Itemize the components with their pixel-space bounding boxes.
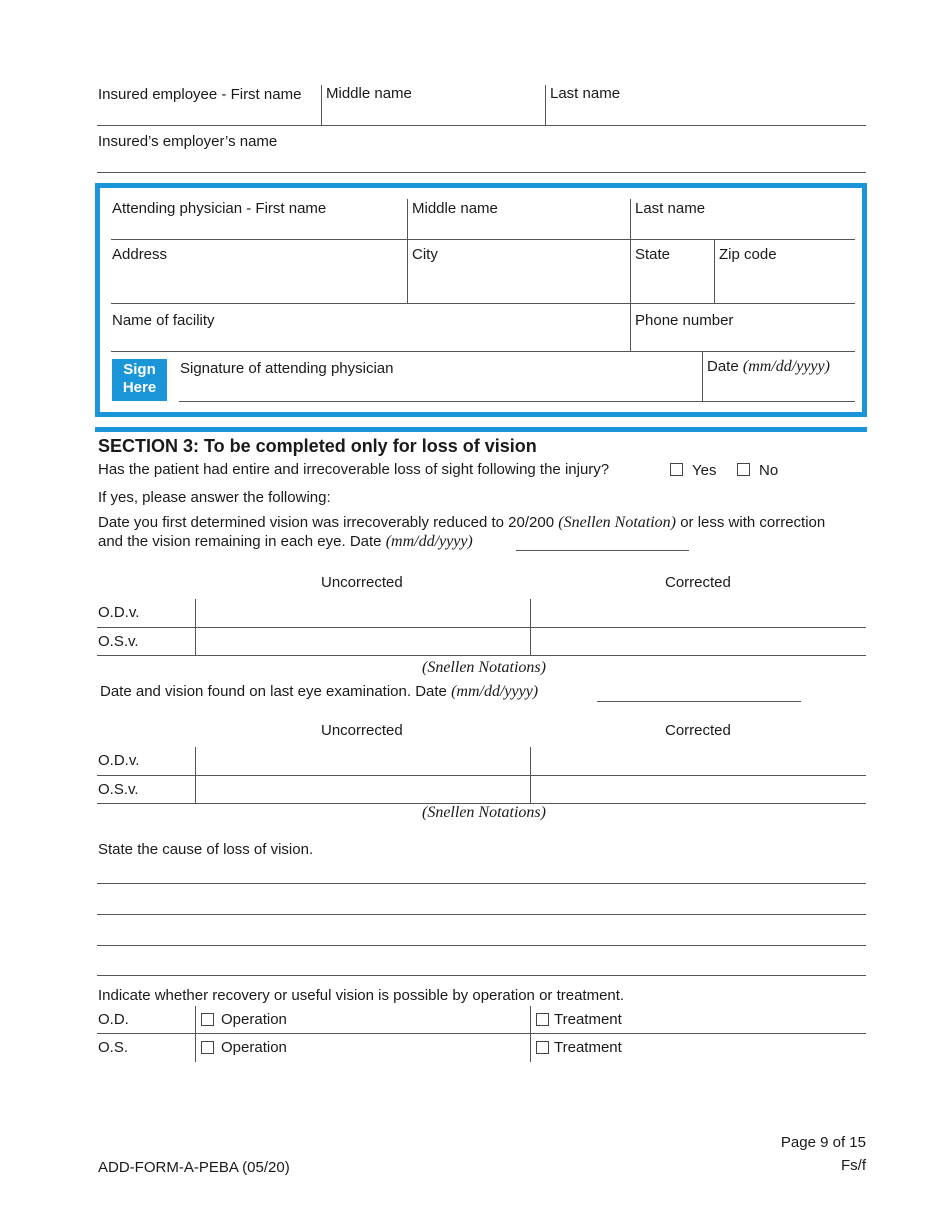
od-treatment-label: Treatment xyxy=(554,1011,622,1028)
sign-here-badge xyxy=(112,359,167,401)
os-operation-checkbox[interactable] xyxy=(201,1041,214,1054)
physician-name-field[interactable] xyxy=(111,239,855,240)
os-operation-label: Operation xyxy=(221,1039,287,1056)
uncorrected-header-1: Uncorrected xyxy=(321,574,403,591)
osv-label-2: O.S.v. xyxy=(98,781,139,798)
facility-field[interactable] xyxy=(111,351,855,352)
divider xyxy=(407,240,408,303)
od-label: O.D. xyxy=(98,1011,129,1028)
footer-code: Fs/f xyxy=(841,1157,866,1174)
divider xyxy=(630,199,631,239)
sign-badge-line-1: Sign xyxy=(123,361,156,378)
snellen-notations-1: (Snellen Notations) xyxy=(422,659,546,676)
signature-date-label: Date (mm/dd/yyyy) xyxy=(707,358,830,375)
employee-name-field[interactable] xyxy=(97,125,866,126)
first-determined-text: Date you first determined vision was irrecoverably reduced to 20/200 (Snellen Notation) or less with correction xyxy=(98,514,826,531)
os-treatment-checkbox[interactable] xyxy=(536,1041,549,1054)
facility-label: Name of facility xyxy=(112,312,215,329)
state-label: State xyxy=(635,246,671,263)
employer-name-label: Insured’s employer’s name xyxy=(98,133,278,150)
form-id: ADD-FORM-A-PEBA (05/20) xyxy=(98,1159,290,1176)
uncorrected-header-2: Uncorrected xyxy=(321,722,403,739)
address-field[interactable] xyxy=(111,303,855,304)
section-divider xyxy=(95,427,867,432)
divider xyxy=(195,1006,196,1062)
od-operation-label: Operation xyxy=(221,1011,287,1028)
os-treatment-label: Treatment xyxy=(554,1039,622,1056)
cause-line-3[interactable] xyxy=(97,945,866,946)
signature-field[interactable] xyxy=(179,401,855,402)
recovery-question: Indicate whether recovery or useful vision is possible by operation or treatment. xyxy=(98,987,625,1004)
employee-middle-name-label: Middle name xyxy=(326,85,412,102)
odv-field-1[interactable] xyxy=(97,627,866,628)
no-label: No xyxy=(759,462,779,479)
last-exam-date-field[interactable] xyxy=(597,701,801,702)
divider xyxy=(630,304,631,351)
corrected-header-2: Corrected xyxy=(665,722,731,739)
yes-checkbox[interactable] xyxy=(670,463,683,476)
if-yes-instruction: If yes, please answer the following: xyxy=(98,489,331,506)
zip-code-label: Zip code xyxy=(719,246,777,263)
divider xyxy=(702,352,703,401)
loss-of-sight-question: Has the patient had entire and irrecoverable loss of sight following the injury? xyxy=(98,461,610,478)
od-operation-checkbox[interactable] xyxy=(201,1013,214,1026)
divider xyxy=(530,1006,531,1062)
os-label: O.S. xyxy=(98,1039,129,1056)
divider xyxy=(630,240,631,303)
sign-badge-line-2: Here xyxy=(122,379,157,396)
divider xyxy=(407,199,408,239)
employer-name-field[interactable] xyxy=(97,172,866,173)
first-determined-date-field[interactable] xyxy=(516,550,689,551)
odv-field-2[interactable] xyxy=(97,775,866,776)
cause-label: State the cause of loss of vision. xyxy=(98,841,314,858)
odv-label-2: O.D.v. xyxy=(98,752,140,769)
snellen-notations-2: (Snellen Notations) xyxy=(422,804,546,821)
physician-first-name-label: Attending physician - First name xyxy=(112,200,327,217)
odv-label-1: O.D.v. xyxy=(98,604,140,621)
yes-label: Yes xyxy=(692,462,717,479)
first-determined-date-text: and the vision remaining in each eye. Date (mm/dd/yyyy) xyxy=(98,533,473,550)
cause-line-4[interactable] xyxy=(97,975,866,976)
divider xyxy=(545,85,546,125)
osv-label-1: O.S.v. xyxy=(98,633,139,650)
physician-middle-name-label: Middle name xyxy=(412,200,498,217)
no-checkbox[interactable] xyxy=(737,463,750,476)
osv-field-1[interactable] xyxy=(97,655,866,656)
city-label: City xyxy=(412,246,438,263)
cause-line-1[interactable] xyxy=(97,883,866,884)
physician-box xyxy=(95,183,867,417)
address-label: Address xyxy=(112,246,168,263)
section3-title: SECTION 3: To be completed only for loss of vision xyxy=(98,436,537,456)
signature-label: Signature of attending physician xyxy=(180,360,394,377)
physician-last-name-label: Last name xyxy=(635,200,706,217)
employee-first-name-label: Insured employee - First name xyxy=(98,86,302,103)
last-exam-text: Date and vision found on last eye examination. Date (mm/dd/yyyy) xyxy=(100,683,539,700)
employee-last-name-label: Last name xyxy=(550,85,621,102)
page-number: Page 9 of 15 xyxy=(780,1134,866,1151)
divider xyxy=(321,85,322,125)
divider xyxy=(714,240,715,303)
row-divider xyxy=(97,1033,866,1034)
cause-line-2[interactable] xyxy=(97,914,866,915)
corrected-header-1: Corrected xyxy=(665,574,731,591)
od-treatment-checkbox[interactable] xyxy=(536,1013,549,1026)
phone-number-label: Phone number xyxy=(635,312,734,329)
